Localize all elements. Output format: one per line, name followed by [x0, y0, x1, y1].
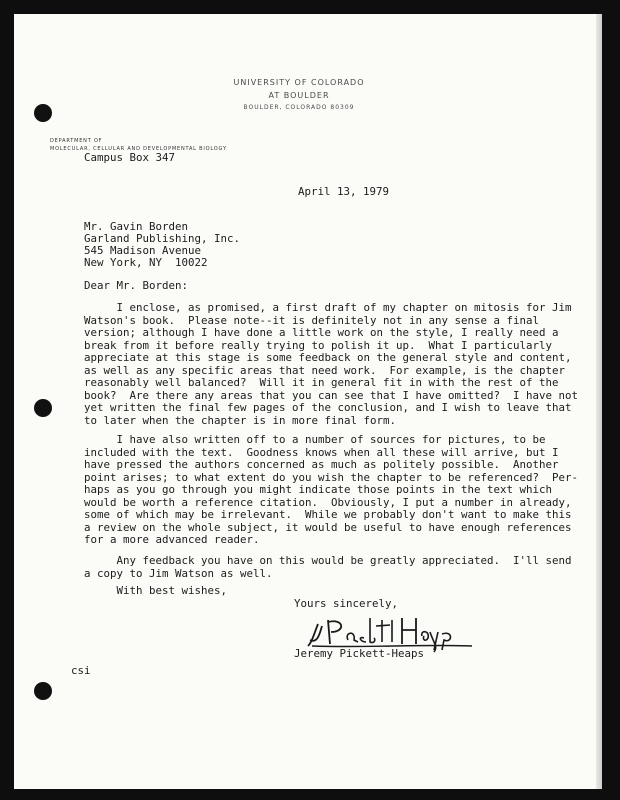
letter-date: April 13, 1979	[298, 185, 390, 198]
recipient-street: 545 Madison Avenue	[84, 244, 202, 257]
closing: Yours sincerely,	[294, 597, 399, 610]
text-line: have pressed the authors concerned as much as politely possible. Another	[84, 458, 559, 471]
text-line: break from it before really trying to polish it up. What I particularly	[84, 338, 553, 352]
campus-box: Campus Box 347	[84, 151, 176, 164]
paragraph-2	[84, 434, 578, 547]
text-line: haps as you go through you might indicate those points in the text which	[84, 483, 553, 496]
text-line: a copy to Jim Watson as well.	[84, 566, 273, 580]
recipient-city: New York, NY 10022	[84, 256, 208, 269]
department-name: MOLECULAR, CELLULAR AND DEVELOPMENTAL BIOLOGY	[50, 146, 227, 152]
text-line: book? Are there any areas that you can see that I have omitted? I have not	[84, 388, 579, 402]
text-line: included with the text. Goodness knows when all these will arrive, but I	[84, 445, 559, 459]
text-line: point arises; to what extent do you wish the chapter to be referenced? Per-	[84, 470, 579, 484]
text-line: would be worth a reference citation. Obviously, I put a number in already,	[84, 495, 572, 509]
text-line: I enclose, as promised, a first draft of my chapter on mitosis for Jim	[84, 301, 572, 314]
text-line: some of which may be irrelevant. While we probably don't want to make this	[84, 508, 572, 521]
recipient-company: Garland Publishing, Inc.	[84, 232, 241, 245]
text-line: version; although I have done a little work on the style, I really need a	[84, 326, 559, 339]
department-label: DEPARTMENT OF	[50, 138, 103, 144]
text-line: as well as any specific areas that need work. For example, is the chapter	[84, 363, 566, 377]
text-line: I have also written off to a number of sources for pictures, to be	[84, 433, 546, 446]
text-line: to later when the chapter is in more final form.	[84, 413, 397, 427]
typist-initials: csi	[71, 664, 91, 677]
text-line: yet written the final few pages of the conclusion, and I wish to leave that	[84, 401, 572, 414]
punch-hole-top	[34, 104, 52, 122]
signatory-name: Jeremy Pickett-Heaps	[294, 647, 425, 660]
text-line: reasonably well balanced? Will it in general fit in with the rest of the	[84, 376, 559, 389]
paragraph-1	[84, 302, 578, 427]
salutation: Dear Mr. Borden:	[84, 279, 189, 292]
letterhead-university: UNIVERSITY OF COLORADO	[233, 78, 365, 87]
text-line: Any feedback you have on this would be greatly appreciated. I'll send	[84, 554, 572, 567]
letterhead-address: BOULDER, COLORADO 80309	[243, 104, 355, 111]
letterhead-campus: AT BOULDER	[268, 91, 330, 100]
page-edge	[596, 14, 602, 789]
punch-hole-middle	[34, 399, 52, 417]
text-line: a review on the whole subject, it would be useful to have enough references	[84, 520, 572, 534]
paragraph-3	[84, 555, 572, 580]
letter-page	[14, 14, 602, 789]
punch-hole-bottom	[34, 682, 52, 700]
closing-wishes: With best wishes,	[84, 584, 228, 597]
text-line: appreciate at this stage is some feedback on the general style and content,	[84, 351, 572, 364]
recipient-name: Mr. Gavin Borden	[84, 220, 189, 233]
text-line: Watson's book. Please note--it is definitely not in any sense a final	[84, 313, 540, 327]
text-line: for a more advanced reader.	[84, 533, 260, 546]
